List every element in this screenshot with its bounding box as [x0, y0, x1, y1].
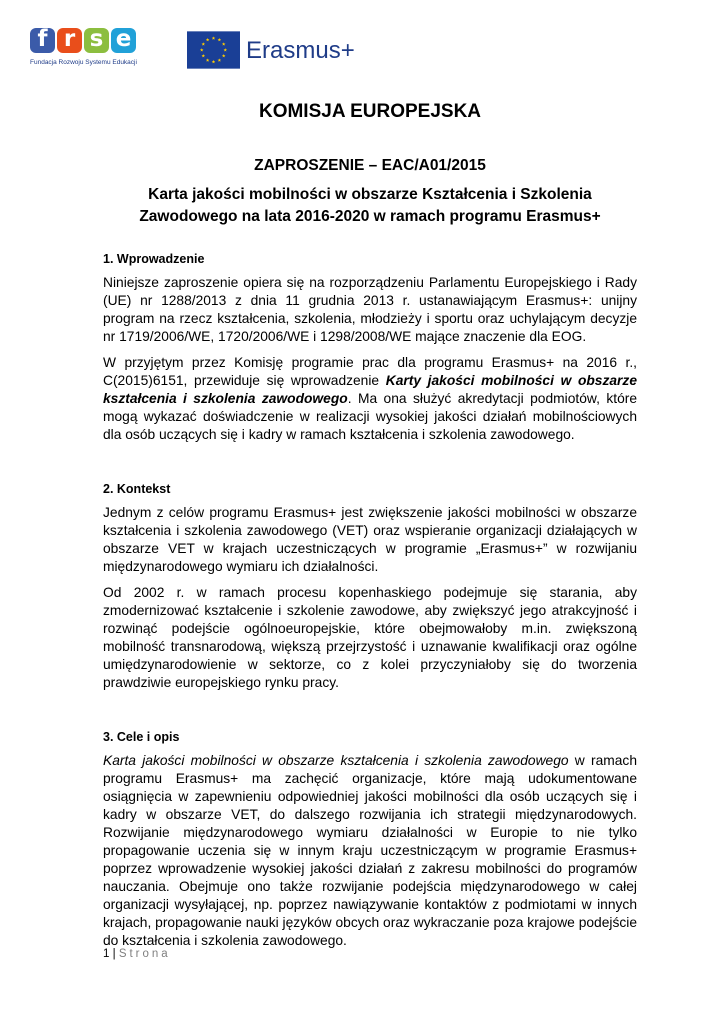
paragraph	[103, 752, 637, 950]
document-title-line-2: Zawodowego na lata 2016-2020 w ramach programu Erasmus+	[139, 208, 601, 225]
section-heading-introduction: 1. Wprowadzenie	[103, 252, 205, 266]
frse-logo	[30, 28, 142, 72]
paragraph: Od 2002 r. w ramach procesu kopenhaskiego podejmuje się starania, aby zmodernizować kształcenie i szkolenie zawodowe, aby zwiększyć jego atrakcyjność i rozwinąć podejście ogólnoeuropejskie, które obejmowałoby m.in. zwiększoną mobilność transnarodową, większą przejrzystość i uznawanie kwalifikacji oraz ogólne umiędzynarodowienie w sektorze, co z kolei przyczyniałoby się do tworzenia prawdziwie europejskiego rynku pracy.	[103, 585, 637, 690]
frse-letters	[30, 28, 142, 53]
paragraph: Niniejsze zaproszenie opiera się na rozporządzeniu Parlamentu Europejskiego i Rady (UE) nr 1288/2013 z dnia 11 grudnia 2013 r. ustanawiającym Erasmus+: unijny program na rzecz kształcenia, szkolenia, młodzieży i sportu oraz uchylającym decyzje nr 1719/2006/WE, 1720/2006/WE i 1298/2008/WE mające znaczenie dla EOG.	[103, 275, 637, 344]
section-heading-context: 2. Kontekst	[103, 482, 171, 496]
organization-heading: KOMISJA EUROPEJSKA	[258, 101, 482, 122]
frse-letter-f: f	[30, 28, 55, 53]
page-footer	[103, 948, 171, 960]
erasmus-plus-logo: Erasmus+	[246, 37, 355, 64]
frse-letter-r: r	[57, 28, 82, 53]
charter-name-emphasis: Karty jakości mobilności w obszarze kształcenia i szkolenia zawodowego	[103, 373, 637, 406]
document-title	[103, 184, 637, 228]
charter-name-italic: Karta jakości mobilności w obszarze kształcenia i szkolenia zawodowego	[103, 753, 569, 768]
eu-flag-icon	[187, 31, 240, 69]
section-heading-goals: 3. Cele i opis	[103, 730, 180, 744]
document-title-line-1: Karta jakości mobilności w obszarze Kształcenia i Szkolenia	[148, 186, 592, 203]
call-reference: ZAPROSZENIE – EAC/A01/2015	[254, 157, 486, 174]
document-body	[103, 92, 637, 950]
page-label: Strona	[118, 948, 171, 960]
page-number: 1	[103, 948, 110, 960]
paragraph-text: W przyjętym przez Komisję programie prac dla programu Erasmus+ na 2016 r., C(2015)6151, przewiduje się wprowadzenie	[103, 355, 637, 388]
frse-subtitle: Fundacja Rozwoju Systemu Edukacji	[30, 59, 137, 66]
paragraph	[103, 354, 637, 444]
frse-letter-e: e	[111, 28, 136, 53]
paragraph-text: w ramach programu Erasmus+ ma zachęcić organizacje, które mają udokumentowane osiągnięcia w zapewnieniu odpowiedniej jakości mobilności dla osób uczących się i kadry w obszarze VET, do dalszego rozwijania ich strategii międzynarodowych. Rozwijanie międzynarodowego wymiaru działalności w Europie to nie tylko propagowanie uczenia się w innym kraju uczestniczącym w programie Erasmus+ poprzez wprowadzenie wysokiej jakości działań z zakresu mobilności do programów nauczania. Obejmuje ono także rozwijanie podejścia międzynarodowego w całej organizacji wysyłającej, np. poprzez nawiązywanie kontaktów z podmiotami w innych krajach, propagowanie nauki języków obcych oraz wykraczanie poza krajowe podejście do kształcenia i szkolenia zawodowego.	[103, 753, 638, 948]
header-logos	[30, 28, 690, 72]
footer-separator: |	[112, 948, 116, 960]
paragraph: Jednym z celów programu Erasmus+ jest zwiększenie jakości mobilności w obszarze kształcenia i szkolenia zawodowego (VET) oraz wspieranie organizacji działających w obszarze VET w krajach uczestniczących w programie „Erasmus+” w rozwijaniu międzynarodowego wymiaru ich działalności.	[103, 505, 637, 574]
frse-letter-s: s	[84, 28, 109, 53]
paragraph-text: . Ma ona służyć akredytacji podmiotów, które mogą wykazać doświadczenie w realizacji wysokiej jakości działań mobilnościowych dla osób uczących się i kadry w ramach kształcenia i szkolenia zawodowego.	[103, 391, 638, 442]
